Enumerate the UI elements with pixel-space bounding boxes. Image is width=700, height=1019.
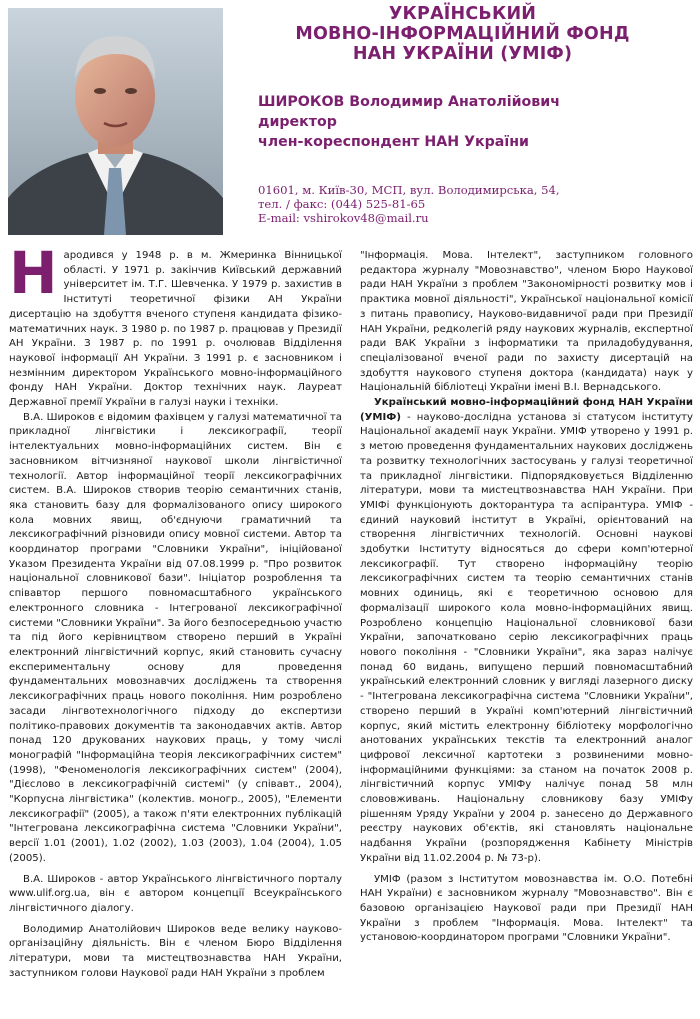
- bio-paragraph-1: [9, 239, 342, 411]
- person-position: директор: [258, 114, 337, 130]
- bio-paragraph-2: В.А. Широков є відомим фахівцем у галузі математичної та прикладної лінгвістики і лексикографії, теорії інтелектуальних мовно-інформаційних систем. Він є засновником вітчизняної наукової школи лінгвістичної технології. Автор інформаційної теорії лексикографічних систем. В.А. Широков створив теорію семантичних станів, яка становить базу для формалізованого опису широкого кола мовних явищ, об'єднуючи граматичний та лексикографічний різновиди опису мовної системи. Автор та координатор програми "Словники України", ініційованої Указом Президента України від 07.08.1999 р. "Про розвиток національної словникової бази". Ініціатор розроблення та співавтор першого повномасштабного українського електронного словника - Інтегрованої лексикографічної системи "Словники України". За його безпосередньою участю та під його керівництвом створено перший в Україні електронний лінгвістичний корпус, який становить сучасну експериментальну основу для проведення фундаментальних мовознавчих досліджень та створення лексикографічних праць нового покоління. Ним розроблено засади лінгвотехнологічного підходу до експертизи політико-правових документів та законодавчих актів. Автор понад 120 друкованих наукових праць, у тому числі монографій "Інформаційна теорія лексикографічних систем" (1998), "Феноменологія лексикографічних систем" (2004), "Дієслово в лексикографічній системі" (у співавт., 2004), "Корпусна лінгвістика" (колектив. моногр., 2005), "Елементи лексикографії" (2005), а також п'яти електронних публікацій "Інтегрована лексикографічна система "Словники України", версії 1.01 (2001), 1.02 (2002), 1.03 (2003), 1.04 (2004), 1.05 (2005).: [9, 411, 343, 864]
- title-line-2: МОВНО-ІНФОРМАЦІЙНИЙ ФОНД: [295, 24, 630, 44]
- portrait-photo: [8, 8, 223, 235]
- biography-column-left: [9, 239, 343, 981]
- person-name: ШИРОКОВ Володимир Анатолійович: [258, 94, 560, 110]
- contact-email[interactable]: E-mail: vshirokov48@mail.ru: [258, 211, 429, 225]
- journal-paragraph: УМІФ (разом з Інститутом мовознавства ім. О.О. Потебні НАН України) є засновником журналу "Мовознавство". Він є базовою організацією Наукової ради при Президії НАН України з проблем "Інформація. Мова. Інтелект" та установою-координатором програми "Словники України".: [360, 873, 693, 944]
- title-line-3: НАН УКРАЇНИ (УМІФ): [352, 44, 573, 64]
- contacts-block: [258, 183, 560, 225]
- contact-address: 01601, м. Київ-30, МСП, вул. Володимирська, 54,: [258, 183, 560, 197]
- organization-title: [230, 4, 695, 64]
- bio-paragraph-3: В.А. Широков - автор Українського лінгвістичного порталу www.ulif.org.ua, він є автором концепції Всеукраїнського лінгвістичного діалогу.: [9, 873, 342, 914]
- drop-cap: Н: [9, 239, 58, 307]
- institute-paragraph: [360, 396, 693, 867]
- bio-paragraph-continued: "Інформація. Мова. Інтелект", заступником головного редактора журналу "Мовознавство", членом Бюро Наукової ради НАН України з проблем "Закономірності розвитку мов і практика мовної діяльності", Української національної комісії з питань правопису, Науково-видавничої ради при Президії НАН України, редколегій ряду наукових журналів, експертної ради ВАК України з інформатики та приладобудування, спеціалізованої вченої ради по захисту дисертацій на здобуття наукового ступеня доктора (кандидата) наук у Національній бібліотеці України імені В.І. Вернадського.: [360, 250, 693, 394]
- person-rank: член-кореспондент НАН України: [258, 134, 529, 150]
- bio-paragraph-1-text: ародився у 1948 р. в м. Жмеринка Вінницької області. У 1971 р. закінчив Київський державний університет ім. Т.Г. Шевченка. У 1979 р. захистив в Інституті теоретичної фізики АН України дисертацію на здобуття вченого ступеня кандидата фізико-математичних наук. З 1980 р. по 1987 р. працював у Президії АН України. З 1987 р. по 1991 р. очолював Відділення наукової інформації АН України. З 1991 р. є засновником і незмінним директором Українського мовно-інформаційного фонду НАН України. Доктор технічних наук. Лауреат Державної премії України в галузі науки і техніки.: [9, 250, 342, 409]
- institute-name: Український мовно-інформаційний фонд НАН України (УМІФ): [360, 397, 693, 423]
- bio-paragraph-4: Володимир Анатолійович Широков веде велику науково-організаційну діяльність. Він є членом Бюро Відділення літератури, мови та мистецтвознавства НАН України, заступником голови Наукової ради НАН України з проблем: [9, 923, 342, 979]
- institute-description: - науково-дослідна установа зі статусом інституту Національної академії наук України. УМІФ утворено у 1991 р. з метою проведення фундаментальних наукових досліджень та розвитку технологічних застосувань у галузі теоретичної та прикладної лінгвістики. Підпорядковується Відділенню літератури, мови та мистецтвознавства НАН України. При УМІФі функціонують докторантура та аспірантура. УМІФ - єдиний науковий інститут в Україні, орієнтований на створення лінгвістичних технологій. Основні наукові здобутки Інституту відносяться до сфери комп'ютерної лексикографії. Тут створено інформаційну теорію лексикографічних систем та теорію семантичних станів мовних одиниць, які є теоретичною основою для формалізації широкого кола мовно-інформаційних явищ. Розроблено концепцію Національної словникової бази України, започатковано серію лексикографічних праць нового покоління - "Словники України", яка зараз налічує понад 60 видань, випущено перший повномасштабний український електронний словник у вигляді лазерного диску - "Інтегрована лексикографічна система "Словники України", створено перший в Україні комп'ютерний лінгвістичний корпус, який містить електронну бібліотеку морфологічно анотованих українських текстів та електронний аналог цифрової лексичної картотеки з розвиненими мовно-інформаційними функціями: за станом на початок 2008 р. лінгвістичний корпус УМІФу налічує понад 58 млн слововживань. Національну словникову базу УМІФу рішенням Уряду України у 2004 р. занесено до Державного реєстру наукових об'єктів, які становлять національне надбання України (розпорядження Кабінету Міністрів України від 11.02.2004 р. № 73-р).: [360, 411, 693, 864]
- biography-column-right: [360, 249, 693, 946]
- contact-phone: тел. / факс: (044) 525-81-65: [258, 197, 426, 211]
- title-line-1: УКРАЇНСЬКИЙ: [388, 4, 537, 24]
- person-block: [258, 92, 560, 152]
